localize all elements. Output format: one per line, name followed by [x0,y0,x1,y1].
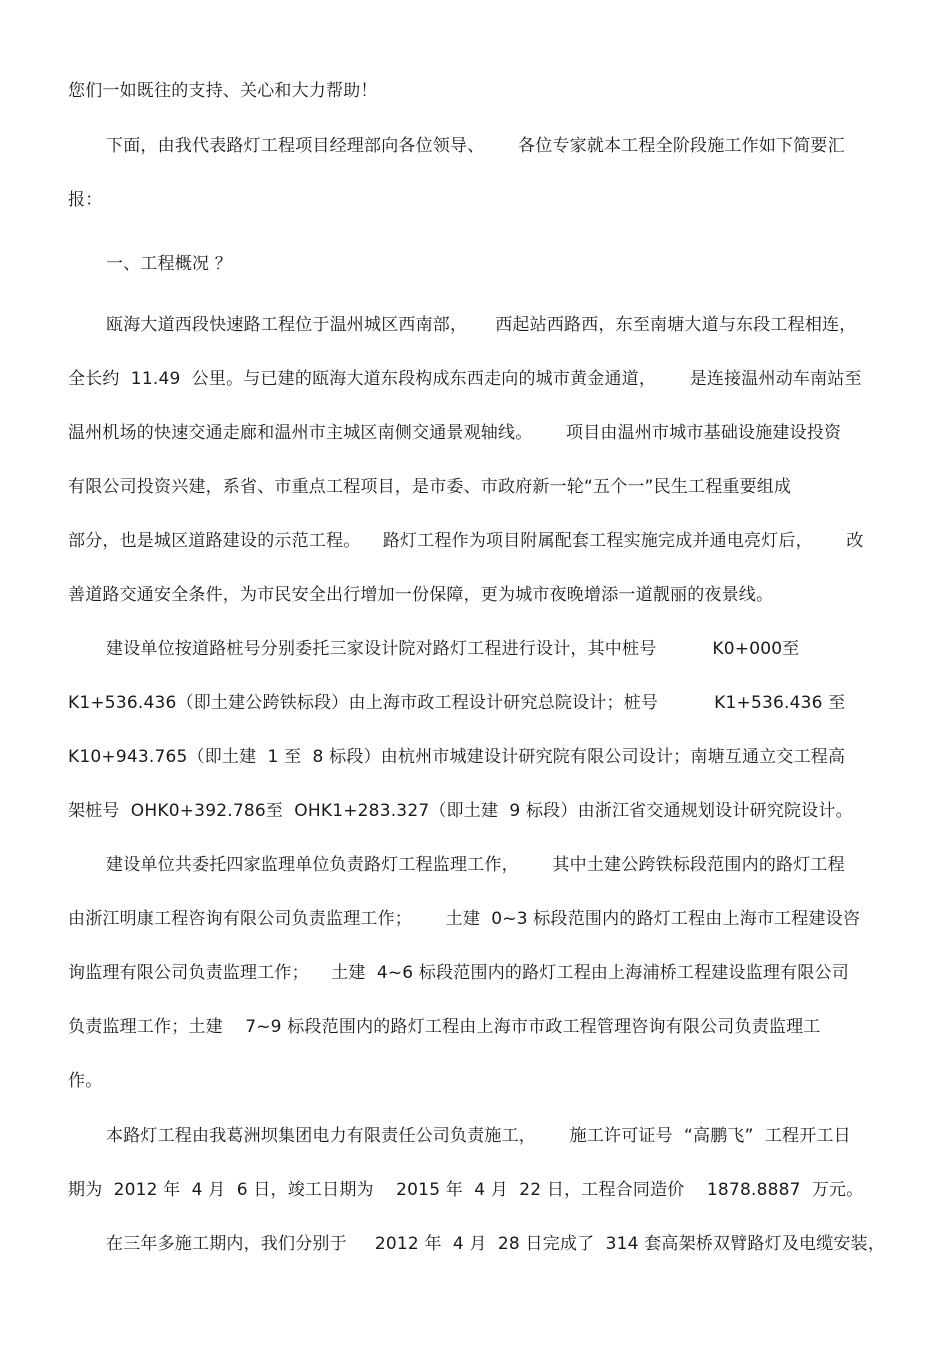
text-line: 在三年多施工期内，我们分别于 2012 年 4 月 28 日完成了 314 套高架桥双臂路灯及电缆安装， [106,1234,886,1254]
section-heading: 一、工程概况 ？ [106,254,233,274]
text-line: 善道路交通安全条件，为市民安全出行增加一份保障，更为城市夜晚增添一道靓丽的夜景线。 [68,585,774,605]
text-line: 询监理有限公司负责监理工作； 土建 4~6 标段范围内的路灯工程由上海浦桥工程建设监理有限公司 [68,963,849,983]
text-line: 架桩号 OHK0+392.786至 OHK1+283.327（即土建 9 标段）由浙江省交通规划设计研究院设计。 [68,801,853,821]
text-line: 报： [68,190,103,210]
text-line: 有限公司投资兴建，系省、市重点工程项目，是市委、市政府新一轮“五个一”民生工程重要组成 [68,477,792,497]
text-line: 下面，由我代表路灯工程项目经理部向各位领导、 各位专家就本工程全阶段施工作如下简要汇 [106,136,845,156]
text-line: 全长约 11.49 公里。与已建的瓯海大道东段构成东西走向的城市黄金通道， 是连接温州动车南站至 [68,369,862,389]
text-line: 负责监理工作；土建 7~9 标段范围内的路灯工程由上海市市政工程管理咨询有限公司负责监理工 [68,1017,821,1037]
text-line: 部分，也是城区道路建设的示范工程。 路灯工程作为项目附属配套工程实施完成并通电亮灯后， 改 [68,531,864,551]
text-line: K1+536.436（即土建公跨铁标段）由上海市政工程设计研究总院设计；桩号 K1+536.436 至 [68,693,846,713]
text-line: 温州机场的快速交通走廊和温州市主城区南侧交通景观轴线。 项目由温州市城市基础设施建设投资 [68,423,842,443]
text-line: 建设单位共委托四家监理单位负责路灯工程监理工作， 其中土建公跨铁标段范围内的路灯工程 [106,855,845,875]
text-line: 作。 [68,1071,103,1091]
text-line: 期为 2012 年 4 月 6 日，竣工日期为 2015 年 4 月 22 日，工程合同造价 1878.8887 万元。 [68,1180,864,1200]
text-line: 本路灯工程由我葛洲坝集团电力有限责任公司负责施工， 施工许可证号 “高鹏飞” 工程开工日 [106,1126,851,1146]
text-line: K10+943.765（即土建 1 至 8 标段）由杭州市城建设计研究院有限公司设计；南塘互通立交工程高 [68,747,846,767]
text-line: 建设单位按道路桩号分别委托三家设计院对路灯工程进行设计，其中桩号 K0+000至 [106,639,800,659]
text-line: 您们一如既往的支持、关心和大力帮助！ [68,81,378,101]
text-line: 由浙江明康工程咨询有限公司负责监理工作； 土建 0~3 标段范围内的路灯工程由上海市工程建设咨 [68,909,861,929]
text-line: 瓯海大道西段快速路工程位于温州城区西南部， 西起站西路西，东至南塘大道与东段工程相连， [106,315,857,335]
